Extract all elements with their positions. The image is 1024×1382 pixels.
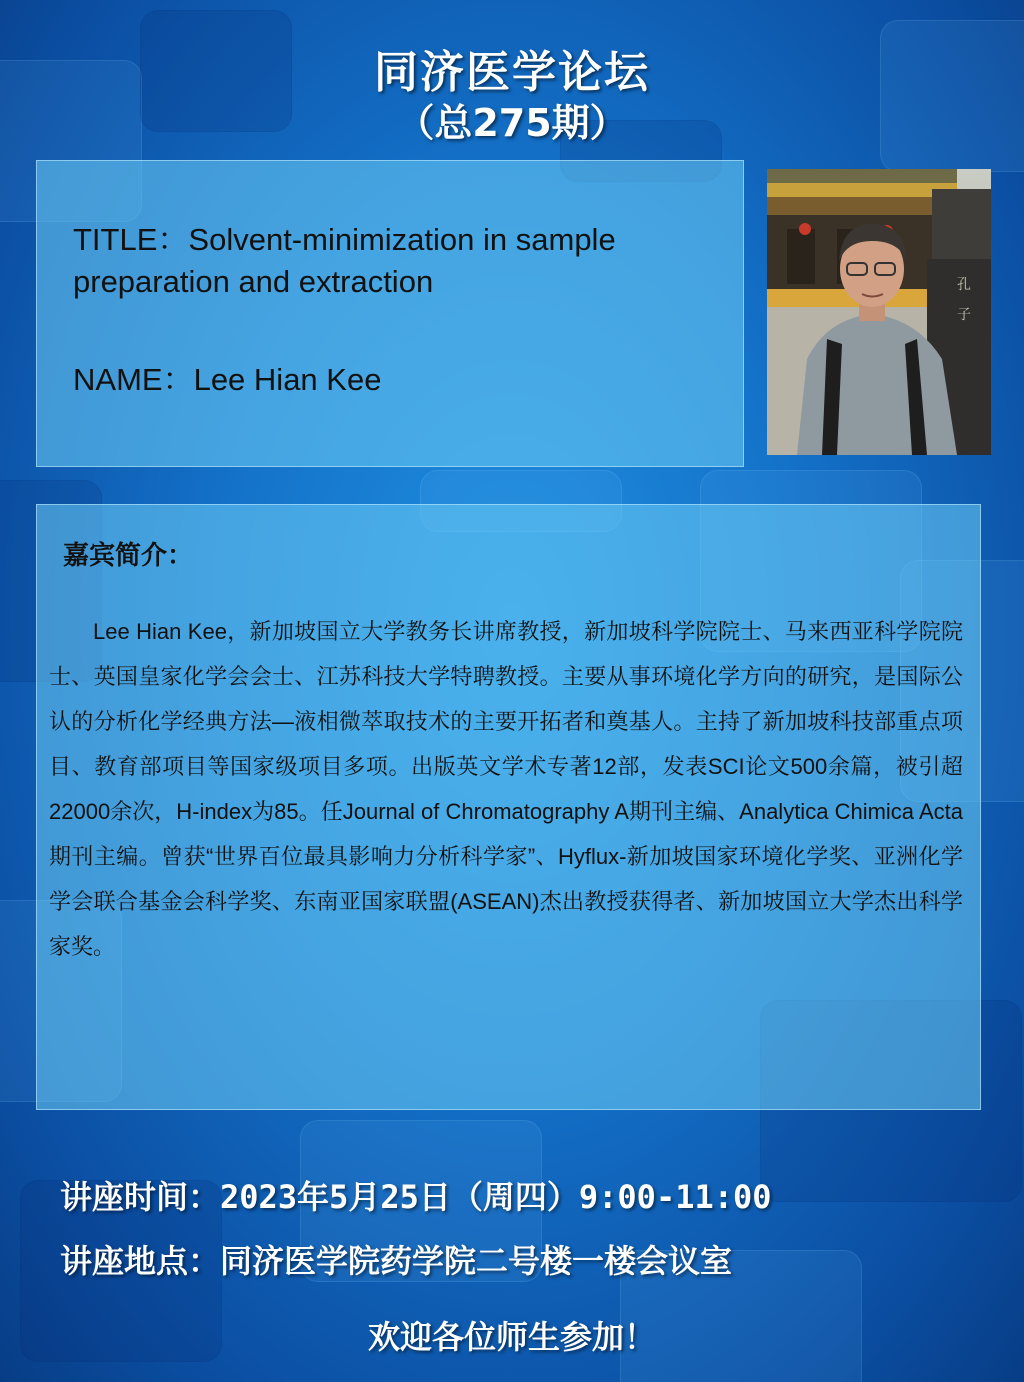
place-value: 同济医学院药学院二号楼一楼会议室 bbox=[220, 1242, 733, 1280]
title-label: TITLE： bbox=[73, 222, 189, 257]
speaker-name bbox=[73, 359, 381, 401]
name-label: NAME： bbox=[73, 362, 194, 397]
svg-text:子: 子 bbox=[957, 307, 971, 323]
bio-text: Lee Hian Kee，新加坡国立大学教务长讲席教授，新加坡科学院院士、马来西亚科学院院士、英国皇家化学会会士、江苏科技大学特聘教授。主要从事环境化学方向的研究，是国际公认的分析化学经典方法—液相微萃取技术的主要开拓者和奠基人。主持了新加坡科技部重点项目、教育部项目等国家级项目多项。出版英文学术专著12部，发表SCI论文500余篇，被引超22000余次，H-index为85。任Journal of Chromatography A期刊主编、Analytica Chimica Acta期刊主编。曾获“世界百位最具影响力分析科学家”、Hyflux-新加坡国家环境化学奖、亚洲化学学会联合基金会科学奖、东南亚国家联盟(ASEAN)杰出教授获得者、新加坡国立大学杰出科学家奖。 bbox=[49, 619, 963, 959]
name-value: Lee Hian Kee bbox=[193, 362, 382, 397]
lecture-time bbox=[60, 1172, 772, 1218]
forum-title: 同济医学论坛 bbox=[374, 47, 650, 98]
speaker-portrait-icon bbox=[767, 169, 991, 455]
welcome-message: 欢迎各位师生参加！ bbox=[367, 1318, 656, 1356]
svg-text:孔: 孔 bbox=[957, 277, 971, 293]
talk-title bbox=[73, 219, 713, 303]
bio-heading: 嘉宾简介： bbox=[63, 541, 194, 571]
time-value: 2023年5月25日（周四）9:00-11:00 bbox=[220, 1178, 772, 1216]
title-value: Solvent-minimization in sample preparation and extraction bbox=[73, 222, 616, 299]
lecture-location bbox=[60, 1236, 732, 1282]
time-label: 讲座时间： bbox=[60, 1178, 221, 1216]
talk-info-panel bbox=[36, 160, 744, 467]
speaker-photo bbox=[767, 169, 991, 455]
issue-number: （总275期） bbox=[396, 101, 628, 145]
place-label: 讲座地点： bbox=[60, 1242, 221, 1280]
bio-panel bbox=[36, 504, 981, 1110]
